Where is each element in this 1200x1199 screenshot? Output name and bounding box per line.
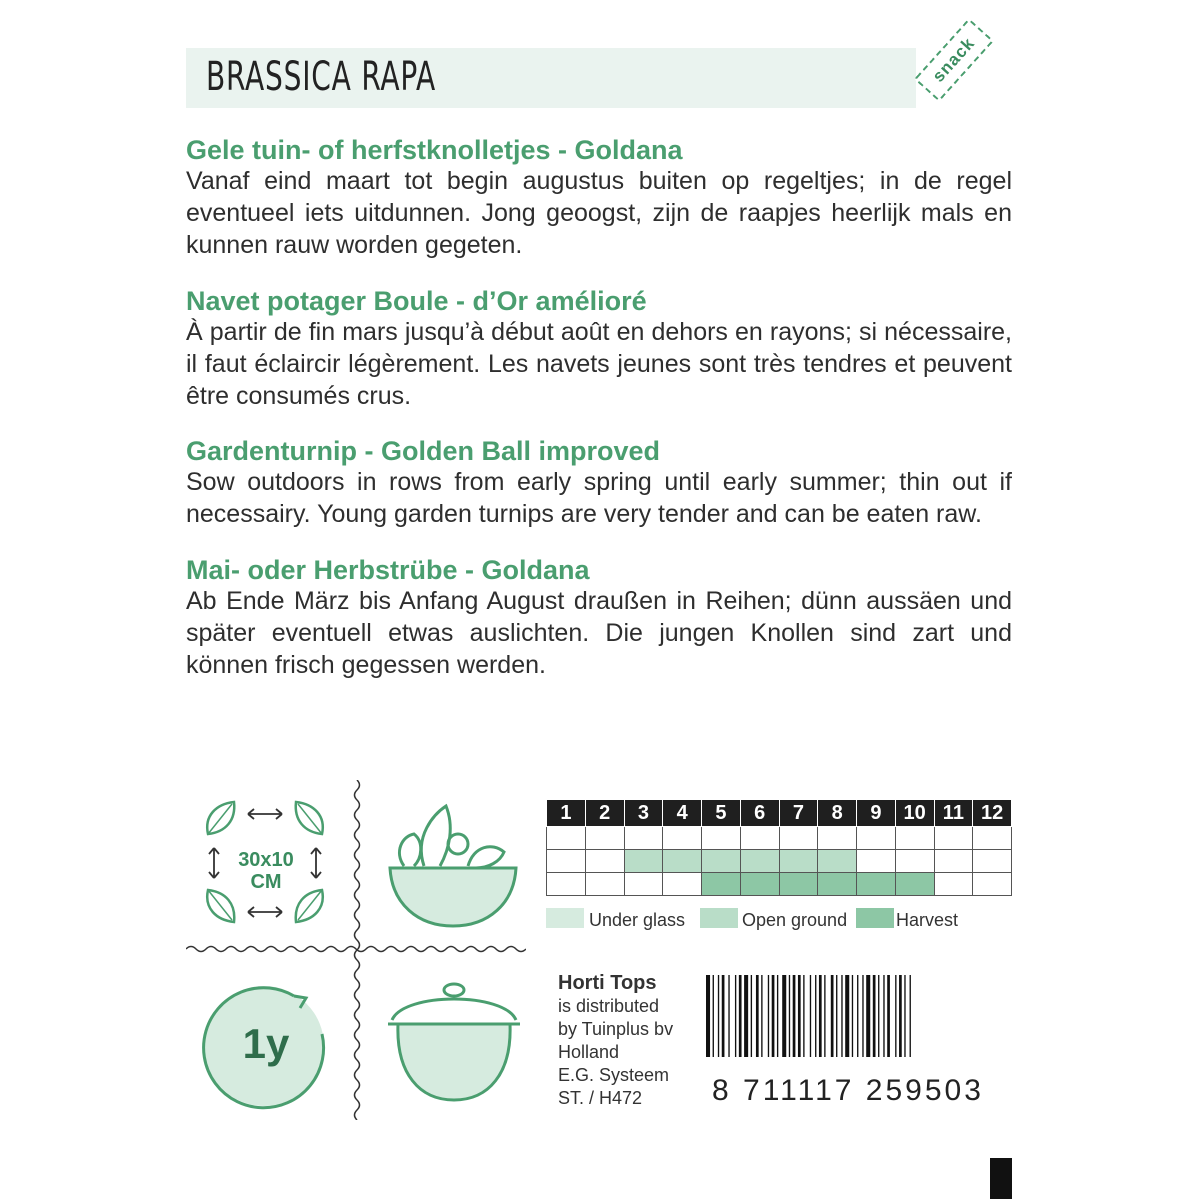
calendar-row-harvest — [547, 873, 1012, 896]
species-title: BRASSICA RAPA — [206, 54, 437, 100]
calendar-cell — [934, 850, 973, 873]
calendar-cell — [624, 827, 663, 850]
barcode-bar — [706, 975, 710, 1057]
barcode-bar — [836, 975, 837, 1057]
calendar-month-header: 12 — [973, 800, 1012, 827]
legend-label: Harvest — [896, 910, 959, 930]
calendar-month-header: 4 — [663, 800, 702, 827]
print-marker — [990, 1158, 1012, 1199]
distributor-line: E.G. Systeem — [558, 1065, 670, 1085]
section-text: Sow outdoors in rows from early spring until early summer; thin out if necessairy. Young garden turnips are very tender and can be eaten raw. — [186, 468, 1012, 528]
section-text: Vanaf eind maart tot begin augustus buiten op regeltjes; in de regel eventueel iets uitdunnen. Jong geoogst, zijn de raapjes heerlijk mals en kunnen rauw worden gegeten. — [186, 167, 1012, 259]
distributor-line: is distributed — [558, 996, 660, 1016]
barcode-bar — [768, 975, 769, 1057]
calendar-cell — [857, 850, 896, 873]
snack-tag — [914, 18, 994, 102]
calendar-cell — [740, 827, 779, 850]
legend-swatch-under-glass — [546, 908, 584, 928]
spacing-unit: CM — [250, 871, 282, 893]
legend-swatch-open-ground — [700, 908, 738, 928]
barcode-bar — [798, 975, 801, 1057]
distributor-line: Holland — [558, 1042, 620, 1062]
barcode-bar — [815, 975, 816, 1057]
calendar-cell — [663, 827, 702, 850]
barcode-bar — [777, 975, 778, 1057]
barcode-bar — [852, 975, 853, 1057]
calendar-cell — [934, 873, 973, 896]
barcode-number: 8 711117 259503 — [712, 1074, 984, 1107]
barcode-bar — [824, 975, 825, 1057]
cooking-pot-icon — [384, 978, 524, 1114]
spacing-value: 30x10 — [238, 849, 294, 871]
distributor-line: by Tuinplus bv — [558, 1019, 674, 1039]
calendar-month-header: 10 — [895, 800, 934, 827]
calendar-month-header: 2 — [585, 800, 624, 827]
calendar-row-under-glass — [547, 827, 1012, 850]
barcode-bar — [718, 975, 719, 1057]
calendar-cell — [740, 850, 779, 873]
calendar-cell — [740, 873, 779, 896]
calendar-cell — [585, 827, 624, 850]
snack-tag-label: snack — [928, 33, 979, 86]
legend-label: Under glass — [589, 910, 686, 930]
barcode-bar — [744, 975, 748, 1057]
calendar-month-header: 1 — [547, 800, 586, 827]
legend-label: Open ground — [742, 910, 848, 930]
barcode-bar — [831, 975, 834, 1057]
barcode-bar — [857, 975, 858, 1057]
calendar-month-header: 5 — [702, 800, 741, 827]
section-title: Mai- oder Herbstrübe - Goldana — [186, 555, 590, 585]
calendar-cell — [895, 873, 934, 896]
calendar-header-row — [547, 800, 1012, 827]
calendar-table — [546, 799, 1012, 896]
section-dutch — [186, 135, 1012, 261]
barcode-bar — [841, 975, 842, 1057]
barcode-image — [706, 975, 1006, 1057]
calendar-cell — [779, 827, 818, 850]
barcode-bar — [810, 975, 811, 1057]
calendar-cell — [585, 850, 624, 873]
legend-swatch-harvest — [856, 908, 894, 928]
calendar-cell — [779, 873, 818, 896]
section-title: Gele tuin- of herfstknolletjes - Goldana — [186, 135, 683, 165]
barcode-bar — [878, 975, 879, 1057]
barcode-bar — [895, 975, 896, 1057]
barcode-bar — [735, 975, 736, 1057]
barcode-bar — [722, 975, 725, 1057]
barcode-bar — [789, 975, 790, 1057]
barcode-bar — [904, 975, 905, 1057]
section-text: À partir de fin mars jusqu’à début août en dehors en rayons; si nécessaire, il faut éclaircir légèrement. Les navets jeunes sont très tendres et peuvent être consumés crus. — [186, 318, 1012, 410]
calendar-cell — [973, 850, 1012, 873]
calendar-cell — [624, 873, 663, 896]
calendar-cell — [895, 850, 934, 873]
calendar-cell — [895, 827, 934, 850]
calendar-cell — [702, 850, 741, 873]
calendar-cell — [663, 850, 702, 873]
barcode-bar — [751, 975, 752, 1057]
calendar-cell — [818, 873, 857, 896]
calendar-month-header: 11 — [934, 800, 973, 827]
barcode-bar — [883, 975, 884, 1057]
barcode-bar — [845, 975, 849, 1057]
calendar-month-header: 9 — [857, 800, 896, 827]
barcode-bar — [887, 975, 890, 1057]
calendar-row-open-ground — [547, 850, 1012, 873]
barcode-bar — [899, 975, 902, 1057]
calendar-cell — [973, 873, 1012, 896]
barcode-bar — [803, 975, 804, 1057]
barcode-bar — [873, 975, 876, 1057]
distributor-info — [558, 972, 673, 1110]
brand-name: Horti Tops — [558, 972, 657, 994]
calendar-cell — [702, 873, 741, 896]
barcode-bar — [910, 975, 911, 1057]
barcode-bar — [739, 975, 742, 1057]
calendar-cell — [547, 827, 586, 850]
barcode-bar — [793, 975, 796, 1057]
calendar-month-header: 6 — [740, 800, 779, 827]
calendar-cell — [547, 850, 586, 873]
spacing-label — [226, 849, 306, 893]
calendar-cell — [585, 873, 624, 896]
distributor-line: ST. / H472 — [558, 1088, 643, 1108]
calendar-cell — [702, 827, 741, 850]
barcode-bar — [782, 975, 786, 1057]
lifecycle-label: 1y — [242, 1020, 290, 1067]
calendar-cell — [973, 827, 1012, 850]
calendar-legend — [546, 908, 1012, 934]
calendar-month-header: 3 — [624, 800, 663, 827]
section-french — [186, 286, 1012, 412]
calendar-cell — [547, 873, 586, 896]
calendar-cell — [663, 873, 702, 896]
calendar-month-header: 8 — [818, 800, 857, 827]
calendar-cell — [624, 850, 663, 873]
salad-bowl-icon — [384, 796, 524, 932]
barcode-bar — [756, 975, 759, 1057]
section-title: Gardenturnip - Golden Ball improved — [186, 436, 661, 466]
barcode-bar — [761, 975, 762, 1057]
calendar-cell — [934, 827, 973, 850]
calendar-cell — [779, 850, 818, 873]
barcode-bar — [772, 975, 775, 1057]
section-english — [186, 436, 1012, 530]
barcode-bar — [728, 975, 729, 1057]
section-text: Ab Ende März bis Anfang August draußen in Reihen; dünn aussäen und später eventuell etwas auslichten. Die jungen Knollen sind zart und können frisch gegessen werden. — [186, 587, 1012, 679]
calendar-cell — [857, 827, 896, 850]
barcode-bar — [713, 975, 714, 1057]
section-title: Navet potager Boule - d’Or amélioré — [186, 286, 647, 316]
section-german — [186, 555, 1012, 681]
barcode-bar — [866, 975, 870, 1057]
barcode-bar — [862, 975, 863, 1057]
barcode-bar — [819, 975, 822, 1057]
calendar-cell — [818, 827, 857, 850]
calendar-month-header: 7 — [779, 800, 818, 827]
horizontal-divider — [186, 942, 526, 956]
calendar-cell — [857, 873, 896, 896]
calendar-cell — [818, 850, 857, 873]
sowing-calendar — [546, 799, 1012, 896]
